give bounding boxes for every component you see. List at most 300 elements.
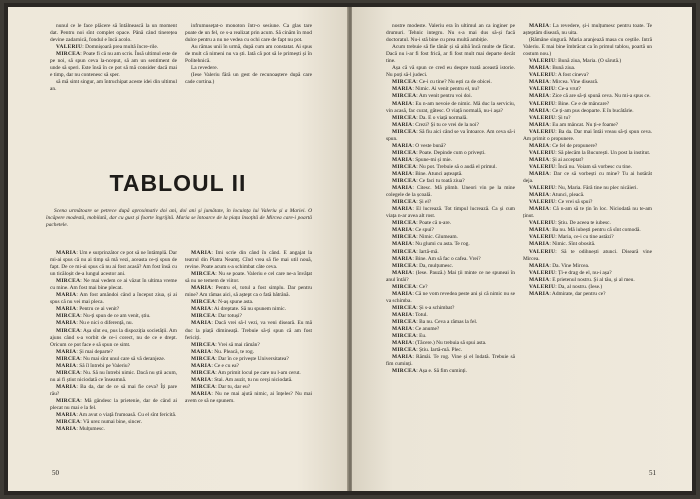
line-text: : Zice că are să-ți spună ceva. Nu mi-a spus ce. — [549, 93, 651, 100]
speaker-name: MARIA — [191, 306, 212, 313]
line-text: : Ce ți-am pus deoparte. E în bucătărie. — [549, 107, 634, 114]
dialogue-line — [386, 101, 515, 115]
line-text: : Nu pot. Trebuie să o audă el primul. — [416, 163, 497, 170]
dialogue-line — [386, 326, 515, 333]
speaker-name: MARIA — [191, 390, 212, 397]
speaker-name: VALERIU — [529, 100, 556, 107]
line-text: Așa că vă spun ce cred eu despre toată această istorie. Nu poți să-l judeci. — [386, 65, 515, 79]
line-text: : Ce-i cu tine? Nu ești ca de obicei. — [416, 79, 492, 86]
dialogue-line — [523, 277, 652, 284]
line-text: : (Tăcere.) Nu trebuia să spui asta. — [412, 340, 487, 347]
speaker-name: MIRCEA — [392, 318, 417, 325]
dialogue-line — [523, 108, 652, 115]
dialogue-line — [523, 199, 652, 206]
line-text: : Nu glumi cu asta. Te rog. — [412, 241, 470, 248]
speaker-name: MARIA — [191, 362, 212, 369]
line-text: : Poate fi că nu am scris. Însă ultimul este de pe noi, să spun ceva la-nceput, să am un sentiment de unde să speri. Este însă în ce pot să mă consider dacă mai e timp, dar nu contenesc să sper. — [50, 51, 177, 79]
dialogue-line — [50, 250, 177, 278]
page-number-right: 51 — [649, 469, 656, 477]
line-text: : Stai. Am auzit, tu nu cerși niciodată. — [211, 376, 293, 383]
line-text: : N-aș spune asta. — [215, 299, 254, 306]
speaker-name: MIRCEA — [191, 369, 216, 376]
line-text: : El lucrează. Tot timpul lucrează. Ca și cum viața n-ar avea alt rost. — [386, 206, 515, 220]
line-text: : Ba da, dar de ce să mai fie ceva? Îți pare rău? — [50, 383, 177, 397]
line-text: : Îmi scrie din când în când. E angajat la teatrul din Piatra Neamț. Cînd vrea să fie mai util nouă, revine. Poate acum s-a schimbat câte ceva. — [185, 250, 312, 271]
line-text: : Ce faci tu toată ziua? — [416, 178, 465, 185]
left-top-column-2 — [185, 23, 312, 158]
speaker-name: MARIA — [392, 290, 413, 297]
dialogue-line — [386, 206, 515, 220]
dialogue-line — [523, 220, 652, 227]
line-text: : Poate că n-are. — [416, 220, 451, 227]
speaker-name: MARIA — [392, 354, 413, 361]
speaker-name: MIRCEA — [392, 283, 417, 290]
line-text: să mă simt singur, am întruchipat aceste idei din ultimul an. — [50, 79, 177, 93]
line-text: : Bine. Am să fac o cafea. Vrei? — [412, 255, 481, 262]
speaker-name: MIRCEA — [392, 304, 417, 311]
line-text: : Am avut o viață frumoasă. Cu el sînt fericită. — [76, 412, 177, 419]
line-text: La revedere. — [191, 65, 218, 72]
line-text: : Dar în ce privește Universitatea? — [215, 355, 289, 362]
speaker-name: MARIA — [56, 320, 77, 327]
speaker-name: MARIA — [392, 340, 413, 347]
speaker-name: MARIA — [392, 255, 413, 262]
line-text: : Că ne vom revedea peste ani și că nimic nu se va schimba. — [386, 290, 515, 304]
speaker-name: MARIA — [392, 311, 413, 318]
line-text: : A fost cineva? — [555, 72, 589, 79]
line-text: : Nu-ți spun de ce am venit, știu. — [80, 313, 151, 320]
speaker-name: MARIA — [191, 348, 212, 355]
line-text: : Să fiu aici când se va întoarce. Am ceva să-i spun. — [386, 128, 515, 142]
speaker-name: VALERIU — [529, 72, 556, 79]
line-text: Au rămas unii în urmă, după cum am constatat. Ai spus de mult că nimeni nu va ști. Iată că pot să le primești și în Politehnică. — [185, 44, 312, 65]
scene-intro-text: Scena următoare se petrece după aproximativ doi ani, doi ani și jumătate, în locuința lui Valeriu și a Mariei. O încăpere modestă, mobilată, dar cu gust și foarte îngrijită. Maria se întoarce de la piața însoțită de Mircea care-i poartă pachetele. — [46, 208, 312, 229]
speaker-name: MARIA — [392, 206, 413, 213]
dialogue-line — [185, 342, 312, 349]
right-column-2 — [523, 23, 652, 463]
speaker-name: MIRCEA — [392, 114, 417, 121]
dialogue-line — [185, 377, 312, 384]
line-text: : Ce anume? — [412, 326, 440, 333]
speaker-name: MIRCEA — [191, 313, 216, 320]
line-text: : Ba da. Dar mai întâi vreau să-ți spun ceva. Am primit o propunere. — [523, 128, 652, 142]
dialogue-line — [386, 178, 515, 185]
dialogue-line — [386, 284, 515, 291]
line-text: : Nu. Pleacă, te rog. — [211, 348, 255, 355]
speaker-name: MIRCEA — [392, 79, 417, 86]
dialogue-line — [185, 250, 312, 271]
dialogue-line — [50, 412, 177, 419]
line-text: : Și ai acceptat? — [549, 156, 584, 163]
dialogue-line — [386, 291, 515, 305]
dialogue-line — [386, 115, 515, 122]
speaker-name: MARIA — [529, 206, 550, 213]
dialogue-line — [523, 157, 652, 164]
speaker-name: MARIA — [529, 79, 550, 86]
speaker-name: MIRCEA — [392, 149, 417, 156]
line-text: : Să te odihnești atunci. Diseară vine Mircea. — [523, 248, 652, 262]
line-text: : Am venit pentru voi doi. — [416, 93, 472, 100]
line-text: : Rămâi. Te rog. Vine și el îndată. Trebuie să fim cuminți. — [386, 354, 515, 368]
left-bottom-column-2 — [185, 250, 312, 465]
dialogue-line — [523, 171, 652, 185]
speaker-name: MARIA — [529, 121, 550, 128]
speaker-name: VALERIU — [529, 58, 556, 65]
dialogue-line — [386, 199, 515, 206]
line-text: : Spune-mi și mie. — [412, 156, 452, 163]
line-text: : Și s-a schimbat? — [416, 304, 455, 311]
speaker-name: MARIA — [191, 250, 212, 256]
line-text: : Vrei să mai rămân? — [215, 341, 260, 348]
speaker-name: VALERIU — [529, 163, 556, 170]
line-text: : Dacă vrei să-l vezi, va veni diseară. Eu mă duc la piață dimineață. Trebuie să-ți spun că am fost fericiți. — [185, 320, 312, 341]
dialogue-line — [523, 150, 652, 157]
speaker-name: VALERIU — [529, 128, 556, 135]
dialogue-line — [523, 101, 652, 108]
scene-intro — [46, 208, 312, 229]
line-text: : Da. Vine Mircea. — [549, 262, 590, 269]
dialogue-line — [523, 234, 652, 241]
speaker-name: MARIA — [529, 65, 550, 72]
dialogue-line — [386, 249, 515, 256]
dialogue-line — [523, 185, 652, 192]
speaker-name: MARIA — [529, 156, 550, 163]
line-text: : La revedere, și-i mulțumesc pentru toate. Te așteptăm diseară, nu uita. — [523, 23, 652, 37]
line-text: : Și mai departe? — [76, 348, 113, 355]
speaker-name: MIRCEA — [392, 347, 417, 354]
speaker-name: VALERIU — [529, 283, 556, 290]
speaker-name: MARIA — [529, 227, 550, 234]
line-text: : (Iese. Pauză.) Mai ții minte ce ne spuneai în anul întâi? — [386, 269, 515, 283]
dialogue-line — [386, 157, 515, 164]
speaker-name: MIRCEA — [392, 128, 417, 135]
dialogue-line — [386, 270, 515, 284]
dialogue-line — [185, 313, 312, 320]
line-text: : Citesc. Mă plimb. Uneori vin pe la mine colegele de la școală. — [386, 185, 515, 199]
dialogue-line — [523, 58, 652, 65]
dialogue-line — [523, 129, 652, 143]
left-page-bottom-columns — [50, 250, 312, 465]
line-text: : Am fost amândoi când a început ziua, și ai spus că nu vei mai pleca. — [50, 292, 177, 306]
dialogue-line — [386, 312, 515, 319]
line-text: : Ne mai vedem ce ai văzut în ultima vreme cu mine. Am fost mai bine plecat. — [50, 278, 177, 292]
dialogue-line — [50, 278, 177, 292]
speaker-name: MIRCEA — [56, 355, 81, 362]
speaker-name: MARIA — [529, 23, 550, 29]
dialogue-line — [523, 23, 652, 37]
dialogue-line — [386, 354, 515, 368]
dialogue-line — [185, 306, 312, 313]
speaker-name: VALERIU — [529, 185, 556, 192]
line-text: : Bună ziua. — [549, 65, 576, 72]
dialogue-line — [50, 23, 177, 44]
dialogue-line — [523, 227, 652, 234]
speaker-name: MARIA — [392, 227, 413, 234]
dialogue-line — [523, 192, 652, 199]
dialogue-line — [50, 363, 177, 370]
dialogue-line — [523, 122, 652, 129]
dialogue-line — [50, 384, 177, 398]
speaker-name: MARIA — [56, 348, 77, 355]
line-text: infrumuseţat-o monoton într-o sesiune. Ca glas tare poate de un fel, ce s-a realizat prin acum. Să cinăm în mod dulce pentru a nu ne vedea cu ochi care de fapt nu pot. — [185, 23, 312, 44]
speaker-name: MIRCEA — [56, 369, 81, 376]
speaker-name: MARIA — [392, 185, 413, 192]
line-text: : Ce spui? — [412, 227, 434, 234]
line-text: : Știu. Iartă-mă. Plec. — [416, 347, 463, 354]
dialogue-line — [523, 93, 652, 100]
dialogue-line — [386, 241, 515, 248]
dialogue-line — [523, 115, 652, 122]
dialogue-line — [386, 122, 515, 129]
speaker-name: MARIA — [392, 156, 413, 163]
line-text: : Ai dreptate. Să nu spunem nimic. — [211, 306, 286, 313]
line-text: : Nu se poate. Valeriu e cel care ne-a învățat să nu ne temem de viitor. — [185, 271, 312, 285]
speaker-name: MIRCEA — [191, 355, 216, 362]
speaker-name: VALERIU — [529, 269, 556, 276]
line-text: : Nu, Maria. Fără tine nu plec nicăieri. — [555, 185, 638, 192]
dialogue-line — [50, 356, 177, 363]
dialogue-line — [523, 284, 652, 291]
line-text: : Și el? — [416, 199, 432, 206]
dialogue-line — [523, 206, 652, 220]
dialogue-line — [50, 349, 177, 356]
speaker-name: MARIA — [529, 290, 550, 297]
dialogue-line — [386, 86, 515, 93]
speaker-name: MIRCEA — [191, 383, 216, 390]
line-text: : O veste bună? — [412, 142, 446, 149]
dialogue-line — [185, 356, 312, 363]
dialogue-line — [523, 37, 652, 58]
dialogue-line — [386, 164, 515, 171]
dialogue-line — [185, 72, 312, 86]
line-text: : Eu n-am nevoie de nimic. Mă duc la serviciu, vin acasă, fac curat, gătesc. O viață normală, nu-i așa? — [386, 100, 515, 114]
dialogue-line — [386, 171, 515, 178]
line-text: : Um e surprinzător ce pot să ne întâmplă. Dar mi-ai spus că nu ai timp să mă vezi, aceasta ce-ți spun de fapt. De ce mi-ai spus că nu ai fost acasă? Am fost însă cu un ticăloșit de-a lungul acestor ani. — [50, 250, 177, 278]
dialogue-line — [185, 299, 312, 306]
speaker-name: MARIA — [392, 100, 413, 107]
speaker-name: MARIA — [529, 262, 550, 269]
speaker-name: MARIA — [191, 285, 212, 292]
speaker-name: MARIA — [56, 383, 77, 390]
speaker-name: MARIA — [392, 86, 413, 93]
dialogue-line — [386, 93, 515, 100]
open-book — [4, 3, 696, 495]
speaker-name: MARIA — [56, 362, 77, 369]
line-text: Acum trebuie să fie tânăr și să aibă încă multe de făcut. Dacă nu i-ar fi fost frică, ar fi fost mult mai departe decât tine. — [386, 44, 515, 65]
line-text: : Ți-e drag de el, nu-i așa? — [555, 269, 612, 276]
line-text: : Pentru el, totul a fost simplu. Dar pentru mine? Am rămas aici, să aștept ca o fată bătrână. — [185, 285, 312, 299]
line-text: : Mulțumesc. — [76, 426, 105, 433]
dialogue-line — [523, 263, 652, 270]
left-page-top-columns — [50, 23, 312, 158]
line-text: : Așa sînt eu, pus la dispoziția societății. Am ajuns când s-a vorbit de ce-i corect, nu de ce e drept. Oricum ce pot face e să spun ce simt. — [50, 327, 177, 348]
line-text: nostre modeste. Valeriu era în ultimul an ca inginer pe drumuri. Tehnic integru. Nu s-a mai dus să-și facă doctoratul. Nu-i stă bine cu prea multă ambiție. — [386, 23, 515, 44]
speaker-name: MIRCEA — [392, 199, 417, 206]
speaker-name: VALERIU — [529, 114, 556, 121]
dialogue-line — [185, 271, 312, 285]
speaker-name: MARIA — [191, 320, 212, 327]
speaker-name: VALERIU — [529, 220, 556, 227]
speaker-name: MARIA — [56, 250, 77, 256]
dialogue-line — [50, 51, 177, 79]
speaker-name: MARIA — [392, 269, 413, 276]
dialogue-line — [185, 370, 312, 377]
speaker-name: MIRCEA — [56, 51, 81, 58]
dialogue-line — [386, 185, 515, 199]
dialogue-line — [386, 263, 515, 270]
dialogue-line — [185, 44, 312, 65]
dialogue-line — [50, 419, 177, 426]
dialogue-line — [185, 23, 312, 44]
line-text: : Știu. De aceea te iubesc. — [555, 220, 611, 227]
line-text: : Admirate, dar pentru ce? — [549, 290, 606, 297]
line-text: : Să îl întrebi pe Valeriu? — [76, 362, 131, 369]
speaker-name: MIRCEA — [392, 262, 417, 269]
speaker-name: MIRCEA — [56, 313, 81, 320]
line-text: : Ce vrei să spui? — [555, 199, 593, 206]
speaker-name: MIRCEA — [392, 333, 417, 340]
dialogue-line — [386, 256, 515, 263]
line-text: : Domnișoară prea multă încre-rile. — [82, 44, 159, 51]
speaker-name: MARIA — [56, 306, 77, 313]
dialogue-line — [523, 270, 652, 277]
line-text: : Da, al nostru. (Iese.) — [555, 283, 603, 290]
speaker-name: MIRCEA — [191, 341, 216, 348]
line-text: : Da, mulțumesc. — [416, 262, 454, 269]
dialogue-line — [185, 320, 312, 341]
speaker-name: MARIA — [529, 276, 550, 283]
line-text: : Mircea. Vine diseară. — [549, 79, 599, 86]
speaker-name: MIRCEA — [392, 163, 417, 170]
dialogue-line — [386, 79, 515, 86]
left-page — [8, 7, 348, 491]
speaker-name: VALERIU — [529, 199, 556, 206]
line-text: : Că n-am să te țin în loc. Niciodată nu te-am ținut. — [523, 206, 652, 220]
dialogue-line — [386, 65, 515, 79]
line-text: : Ce e cu ea? — [211, 362, 239, 369]
speaker-name: MARIA — [529, 241, 550, 248]
dialogue-line — [50, 79, 177, 93]
line-text: (Iese Valeriu fără un gest de recunoaștere după care cade cortina.) — [185, 72, 312, 86]
line-text: : Nu e nici o diferență, nu. — [76, 320, 133, 327]
speaker-name: MIRCEA — [56, 419, 81, 426]
line-text: : Nimic. Ai venit pentru el, nu? — [412, 86, 480, 93]
speaker-name: MARIA — [392, 326, 413, 333]
dialogue-line — [50, 320, 177, 327]
scene-title: TABLOUL II — [109, 170, 247, 196]
dialogue-line — [50, 370, 177, 384]
dialogue-line — [386, 150, 515, 157]
line-text: (Rămâne singură. Maria aranjează masa cu ceștile. Intră Valeriu. E mai bine îmbrăcat ca în primul tablou, poartă un costum nou.) — [523, 37, 652, 58]
dialogue-line — [386, 234, 515, 241]
speaker-name: MIRCEA — [56, 397, 81, 404]
speaker-name: MIRCEA — [191, 299, 216, 306]
speaker-name: MARIA — [392, 121, 413, 128]
dialogue-line — [185, 363, 312, 370]
dialogue-line — [523, 86, 652, 93]
left-top-column-1 — [50, 23, 177, 158]
dialogue-line — [50, 292, 177, 306]
dialogue-line — [185, 391, 312, 405]
dialogue-line — [386, 227, 515, 234]
line-text: : Și tu? — [555, 114, 571, 121]
line-text: : Nu. Să nu întrebi nimic. Dacă nu știi acum, nu ai fi știut niciodată ce înseamnă. — [50, 369, 177, 383]
dialogue-line — [523, 72, 652, 79]
dialogue-line — [523, 241, 652, 248]
dialogue-line — [185, 384, 312, 391]
dialogue-line — [523, 79, 652, 86]
dialogue-line — [386, 319, 515, 326]
line-text: : Bine. Atunci așteaptă. — [412, 170, 463, 177]
dialogue-line — [386, 143, 515, 150]
line-text: : Dar totuși? — [215, 313, 242, 320]
speaker-name: MARIA — [392, 241, 413, 248]
line-text: : E prietenul nostru. Și al tău, și al meu. — [549, 276, 635, 283]
speaker-name: MIRCEA — [56, 327, 81, 334]
speaker-name: MARIA — [56, 292, 77, 299]
dialogue-line — [50, 426, 177, 433]
line-text: : Ce? — [416, 283, 428, 290]
right-page — [352, 7, 692, 491]
dialogue-line — [185, 285, 312, 299]
speaker-name: MIRCEA — [392, 220, 417, 227]
speaker-name: VALERIU — [56, 44, 83, 51]
dialogue-line — [523, 143, 652, 150]
speaker-name: MIRCEA — [56, 278, 81, 285]
speaker-name: MARIA — [529, 142, 550, 149]
line-text: : Eu am mâncat. Nu ți-e foame? — [549, 121, 619, 128]
dialogue-line — [523, 249, 652, 263]
line-text: : Dar ce să vorbești cu mine? Tu ai hotărât deja. — [523, 170, 652, 185]
left-bottom-column-1 — [50, 250, 177, 465]
dialogue-line — [50, 398, 177, 412]
speaker-name: VALERIU — [529, 234, 556, 241]
line-text: : Ba nu. Mă iubești pentru că sînt comodă. — [549, 227, 641, 234]
speaker-name: VALERIU — [529, 149, 556, 156]
line-text: : Ce-a vrut? — [555, 86, 581, 93]
line-text: : Nimic. Glumeam. — [416, 234, 458, 241]
line-text: nunul ce le face plăcere să întâlnească la un moment dat. Pentru noi sînt complet opace. Până când tinerețea devine zadarnică, fondul e încă acolo. — [50, 23, 177, 44]
speaker-name: VALERIU — [529, 248, 556, 255]
dialogue-line — [386, 340, 515, 347]
dialogue-line — [386, 129, 515, 143]
speaker-name: MARIA — [56, 426, 77, 433]
dialogue-line — [50, 306, 177, 313]
line-text: : Bună ziua, Maria. (O sărută.) — [555, 58, 622, 65]
dialogue-line — [386, 368, 515, 375]
line-text: : Nu ne mai ajută nimic, ai înțeles? Nu mai avem ce să ne spunem. — [185, 390, 312, 404]
right-page-columns — [386, 23, 652, 463]
speaker-name: MIRCEA — [392, 248, 417, 255]
line-text: : Să plecăm la București. Un post la institut. — [555, 149, 651, 156]
line-text: : Mă gândesc la prietenie, dar de când ai plecat nu mai e la fel. — [50, 397, 177, 412]
speaker-name: MARIA — [529, 93, 550, 100]
line-text: : Bine. Ce e de mâncare? — [555, 100, 610, 107]
line-text: : Atunci, pleacă. — [549, 192, 585, 199]
dialogue-line — [386, 220, 515, 227]
line-text: : Vă urez numai bine, sincer. — [80, 419, 142, 426]
line-text: : Așa e. Să fim cuminți. — [416, 368, 468, 375]
speaker-name: MARIA — [191, 376, 212, 383]
line-text: : Totul. — [412, 311, 428, 318]
dialogue-line — [523, 291, 652, 298]
line-text: : Dar tu, dar eu? — [215, 383, 251, 390]
speaker-name: MARIA — [529, 192, 550, 199]
speaker-name: MARIA — [392, 142, 413, 149]
line-text: : Ba nu. Ceva a rămas la fel. — [416, 318, 478, 325]
dialogue-line — [185, 349, 312, 356]
line-text: : Crezi? Și tu ce vrei de la noi? — [412, 121, 479, 128]
